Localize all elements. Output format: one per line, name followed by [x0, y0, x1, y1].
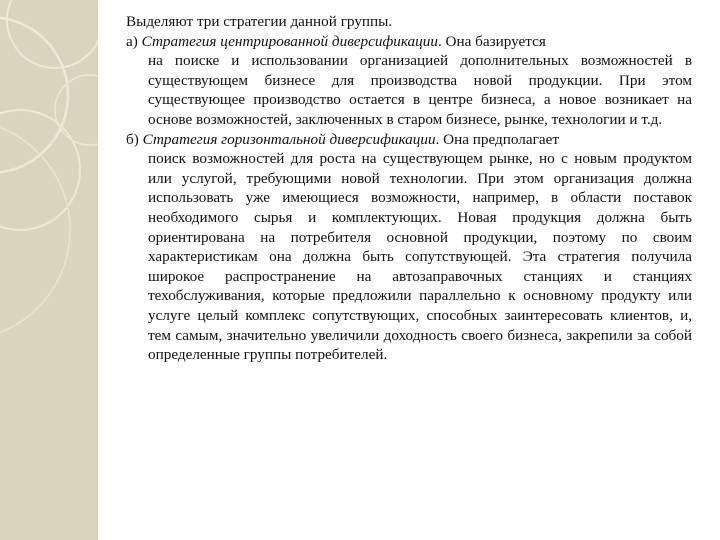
- strategy-description: поиск возможностей для роста на существующем рынке, но с новым продуктом или услугой, требующими новой технологии. При этом организация должна использовать уже имеющиеся возможности, например, в области поставок необходимого сырья и комплектующих. Новая продукция должна быть ориентирована на потребителя основной продукции, поэтому по своим характеристикам она должна быть сопутствующей. Эта стратегия получила широкое распространение на автозаправочных станциях и станциях техобслуживания, которые предложили параллельно к основному продукту или услуге целый комплекс сопутствующих, способных заинтересовать клиентов, и, тем самым, значительно увеличили доходность своего бизнеса, закрепили за собой определенные группы потребителей.: [148, 150, 692, 364]
- strategy-lead: . Она предполагает: [435, 130, 559, 148]
- strategy-item-head: [126, 32, 692, 52]
- strategy-title: Стратегия горизонтальной диверсификации: [142, 130, 436, 148]
- strategy-item-b: [126, 130, 692, 365]
- intro-text: Выделяют три стратегии данной группы.: [126, 13, 393, 30]
- item-marker: а): [126, 32, 138, 50]
- ring-ornament-icon: [0, 0, 98, 540]
- item-marker: б): [126, 130, 139, 148]
- strategy-item-head: [126, 130, 692, 150]
- decorative-sidebar: [0, 0, 98, 540]
- strategy-title: Стратегия центрированной диверсификации: [141, 32, 438, 50]
- strategy-item-a: [126, 32, 692, 130]
- strategy-lead: . Она базируется: [437, 32, 546, 50]
- strategy-description: на поиске и использовании организацией дополнительных возможностей в существующем бизнесе для производства новой продукции. При этом существующее производство остается в центре бизнеса, а новое возникает на основе возможностей, заключенных в старом бизнесе, рынке, технологии и т.д.: [148, 52, 692, 128]
- slide-content: [126, 12, 692, 365]
